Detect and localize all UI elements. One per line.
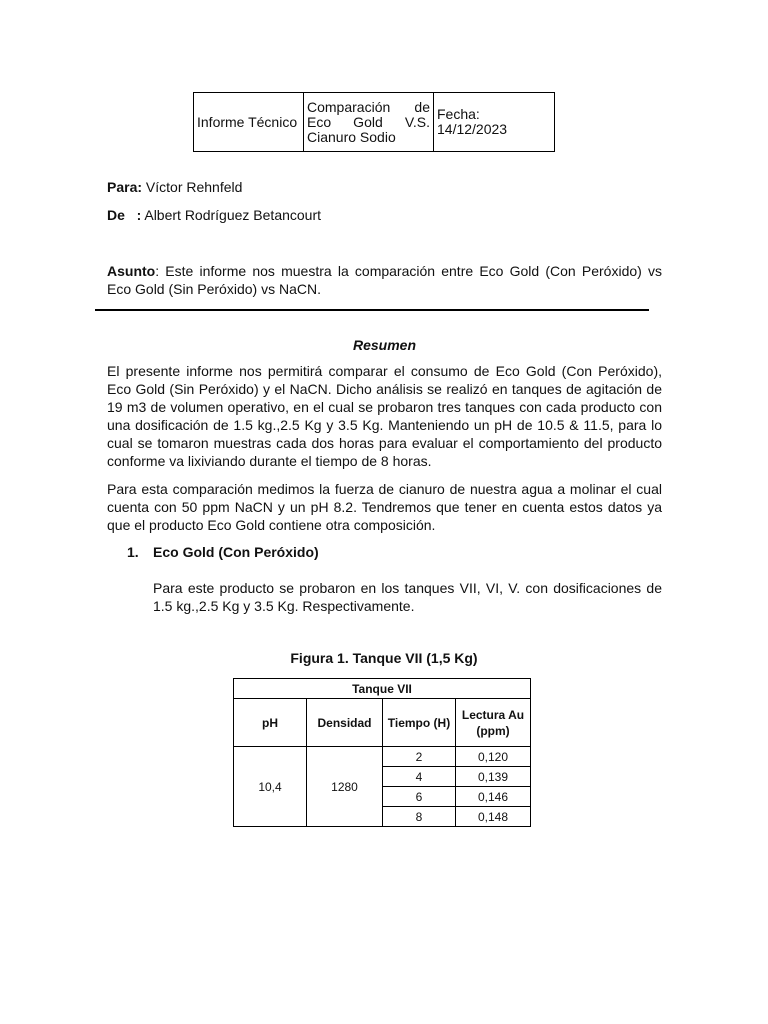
table-title: Tanque VII	[234, 679, 531, 699]
tank-vii-table	[233, 678, 531, 827]
date-cell: Fecha: 14/12/2023	[434, 93, 555, 152]
column-header-lectura: Lectura Au (ppm)	[456, 699, 531, 747]
subject-label: Asunto	[107, 263, 156, 279]
section-1-number: 1.	[127, 544, 139, 560]
divider-line	[95, 309, 649, 311]
subject-text: : Este informe nos muestra la comparación entre Eco Gold (Con Peróxido) vs Eco Gold (Sin Peróxido) vs NaCN.	[107, 263, 662, 297]
recipient-line	[107, 179, 242, 195]
recipient-label: Para:	[107, 179, 143, 195]
sender-line	[107, 207, 321, 223]
lectura-cell: 0,139	[456, 767, 531, 787]
sender-label: De :	[107, 207, 142, 223]
lectura-cell: 0,146	[456, 787, 531, 807]
tiempo-cell: 4	[383, 767, 456, 787]
report-header-table	[193, 92, 555, 152]
table-row	[234, 747, 531, 767]
densidad-value: 1280	[307, 747, 383, 827]
figure-1-label: Figura 1	[290, 650, 345, 666]
column-header-tiempo: Tiempo (H)	[383, 699, 456, 747]
column-header-densidad: Densidad	[307, 699, 383, 747]
section-1-heading	[127, 544, 319, 560]
summary-heading: Resumen	[352, 337, 417, 353]
section-1-title: Eco Gold (Con Peróxido)	[153, 544, 319, 560]
section-1-paragraph: Para este producto se probaron en los tanques VII, VI, V. con dosificaciones de 1.5 kg.,2.5 Kg y 3.5 Kg. Respectivamente.	[153, 580, 662, 614]
tiempo-cell: 6	[383, 787, 456, 807]
tiempo-cell: 2	[383, 747, 456, 767]
recipient-name: Víctor Rehnfeld	[145, 179, 243, 195]
column-header-ph: pH	[234, 699, 307, 747]
sender-name: Albert Rodríguez Betancourt	[144, 207, 322, 223]
summary-paragraph-2: Para esta comparación medimos la fuerza de cianuro de nuestra agua a molinar el cual cuenta con 50 ppm NaCN y un pH 8.2. Tendremos que tener en cuenta estos datos ya que el producto Eco Gold contiene otra composición.	[107, 481, 662, 533]
subject-title-cell: Comparación de Eco Gold V.S. Cianuro Sodio	[304, 93, 434, 152]
figure-1-caption	[233, 650, 535, 666]
lectura-cell: 0,120	[456, 747, 531, 767]
lectura-cell: 0,148	[456, 807, 531, 827]
figure-1-title: . Tanque VII (1,5 Kg)	[344, 650, 478, 666]
ph-value: 10,4	[234, 747, 307, 827]
tiempo-cell: 8	[383, 807, 456, 827]
summary-paragraph-1: El presente informe nos permitirá comparar el consumo de Eco Gold (Con Peróxido), Eco Gold (Sin Peróxido) y el NaCN. Dicho análisis se realizó en tanques de agitación de 19 m3 de volumen operativo, en el cual se probaron tres tanques con cada producto con una dosificación de 1.5 kg.,2.5 Kg y 3.5 Kg. Manteniendo un pH de 10.5 & 11.5, para lo cual se tomaron muestras cada dos horas para evaluar el comportamiento del producto conforme va lixiviando durante el tiempo de 8 horas.	[107, 363, 662, 469]
doc-type-cell: Informe Técnico	[194, 93, 304, 152]
subject-paragraph	[107, 262, 662, 298]
